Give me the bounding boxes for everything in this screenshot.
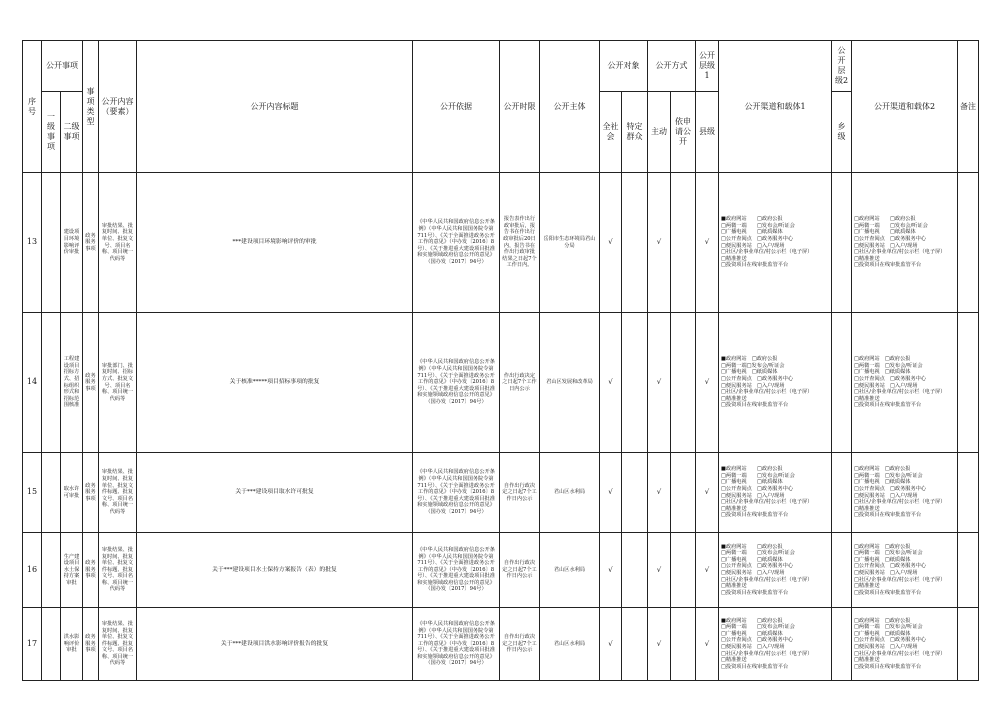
row-channel1: [719, 533, 832, 608]
row-channel2: [852, 608, 958, 681]
header-channel2: 公开渠道和载体2: [852, 41, 958, 173]
row-basis: 《中华人民共和国政府信息公开条例》（中华人民共和国国务院令第711号）、《关于全面推进政务公开工作的意见》（中办发〔2016〕8号）、《关于推进重大建设项目批准和实施领域政府信息公开的意见》（国办发〔2017〕94号）: [413, 313, 500, 453]
row-subject: 君山区发展和改革局: [540, 313, 600, 453]
header-object: 公开对象: [600, 41, 648, 92]
row-basis: 《中华人民共和国政府信息公开条例》（中华人民共和国国务院令第711号）、《关于全面推进政务公开工作的意见》（中办发〔2016〕8号）、《关于推进重大建设项目批准和实施领域政府信息公开的意见》（国办发〔2017〕94号）: [413, 453, 500, 533]
channel-option: □公开查阅点 □政务服务中心: [721, 485, 794, 492]
channel-option: □公开查阅点 □政务服务中心: [721, 637, 794, 644]
channel-option: □社区/企事业单位/村公示栏（电子屏）: [721, 389, 813, 396]
row-all-society: √: [600, 533, 622, 608]
channel-option: □两微一端 □发布会/听证会: [854, 362, 923, 369]
channel-option: □社区/企事业单位/村公示栏（电子屏）: [721, 499, 813, 506]
channel-option: □公开查阅点 □政务服务中心: [721, 235, 794, 242]
channel-option: □两微一端 □发布会/听证会: [721, 222, 795, 229]
channel-option: □投资项目在线审批监管平台: [721, 512, 789, 519]
row-channel1: [719, 173, 832, 313]
row-county: √: [696, 533, 719, 608]
channel-option: □便民服务站 □入户/现场: [721, 492, 785, 499]
channel-option: □便民服务站 □入户/现场: [721, 382, 785, 389]
channel-option: □精准推送: [721, 255, 747, 262]
channel-option: □政府网站 □政府公报: [854, 356, 911, 363]
table-row: [23, 453, 979, 533]
row-level1: [42, 608, 61, 681]
row-on-request: [671, 173, 696, 313]
row-seq: 13: [23, 173, 42, 313]
channel-option: □两微一端 □发布会/听证会: [854, 550, 923, 557]
channel-option: □社区/企事业单位/村公示栏（电子屏）: [854, 389, 946, 396]
channel-option: □精准推送: [854, 583, 880, 590]
channel-option: □投资项目在线审批监管平台: [854, 262, 922, 269]
channel-option: □社区/企事业单位/村公示栏（电子屏）: [854, 499, 946, 506]
row-channel2: [852, 313, 958, 453]
channel-option: □便民服务站 □入户/现场: [721, 570, 785, 576]
row-remark: [958, 173, 979, 313]
header-time: 公开时限: [500, 41, 540, 173]
row-channel1: [719, 313, 832, 453]
header-channel1: 公开渠道和载体1: [719, 41, 832, 173]
row-all-society: √: [600, 453, 622, 533]
channel-option: □投资项目在线审批监管平台: [854, 402, 922, 409]
row-county: √: [696, 608, 719, 681]
row-time: 报告表作出行政审批后，报告书在作出行政审批后20日内，报告书在作出行政审批结果之日起7个工作日内。: [500, 173, 540, 313]
row-title: 关于***建设项目水土保持方案报告（表）的批复: [137, 533, 413, 608]
header-content: 公开内容（要素）: [99, 41, 137, 173]
row-all-society: √: [600, 173, 622, 313]
table-row: [23, 313, 979, 453]
channel-option: □两微一端 □发布会/听证会: [854, 222, 928, 229]
channel-option: □广播电视 □纸质媒体: [854, 229, 916, 236]
row-level2: 洪水影响评价审批: [61, 608, 83, 681]
channel-option: □便民服务站 □入户/现场: [721, 242, 785, 249]
row-level2: 工程建设项目招标方式、招标组织形式和招标范围核准: [61, 313, 83, 453]
disclosure-table: [22, 40, 979, 681]
channel-option: □政府网站 □政府公报: [854, 543, 911, 550]
row-specific: [622, 313, 648, 453]
channel-option: □广播电视 □纸质媒体: [721, 369, 778, 376]
channel-option: □政府网站 □政府公报: [854, 216, 916, 223]
header-specific: 特定群众: [622, 92, 648, 173]
channel-option: □两微一端 □发布会/听证会: [721, 550, 795, 557]
channel-option: □投资项目在线审批监管平台: [721, 262, 789, 269]
channel-option: □便民服务站 □入户/现场: [854, 644, 918, 650]
row-title: 关于***建设项目洪水影响评价报告的批复: [137, 608, 413, 681]
channel-option: □社区/企事业单位/村公示栏（电子屏）: [854, 576, 946, 583]
channel-option: □公开查阅点 □政务服务中心: [721, 563, 794, 570]
row-on-request: [671, 453, 696, 533]
table-row: [23, 608, 979, 681]
row-remark: [958, 608, 979, 681]
row-township: [832, 313, 852, 453]
row-channel1: [719, 608, 832, 681]
row-level1: [42, 533, 61, 608]
row-on-request: [671, 533, 696, 608]
row-level2: 生产建设项目水土保持方案审批: [61, 533, 83, 608]
header-all-society: 全社会: [600, 92, 622, 173]
row-level2: 取水许可审批: [61, 453, 83, 533]
row-all-society: √: [600, 313, 622, 453]
row-content: 审批结果、批复时间、批复单位、批复文件标题、批复文号、项目名称、项目统一代码等: [99, 608, 137, 681]
row-content: 审批结果、批复时间、批复单位、批复文件标题、批复文号、项目名称、项目统一代码等: [99, 453, 137, 533]
header-county: 县级: [696, 92, 719, 173]
row-level1: [42, 173, 61, 313]
header-remark: 备注: [958, 41, 979, 173]
channel-option: □两微一端 □发布会/听证会: [721, 472, 795, 479]
table-body: [23, 173, 979, 681]
row-content: 审批结果、批复时间、批复单位、批复文件标题、批复文号、项目名称、项目统一代码等: [99, 533, 137, 608]
row-basis: 《中华人民共和国政府信息公开条例》（中华人民共和国国务院令第711号）、《关于全面推进政务公开工作的意见》（中办发〔2016〕8号）、《关于推进重大建设项目批准和实施领域政府信息公开的意见》（国办发〔2017〕94号）: [413, 533, 500, 608]
header-matter: 公开事项: [42, 41, 83, 92]
channel-option: □社区/企事业单位/村公示栏（电子屏）: [721, 650, 813, 657]
channel-option: □广播电视 □纸质媒体: [854, 630, 911, 637]
channel-option: □精准推送: [854, 395, 880, 402]
table-row: [23, 173, 979, 313]
channel-option: □两微一端□发布会/听证会: [721, 362, 785, 369]
row-time: 自作出行政决定之日起7个工作日内公示: [500, 453, 540, 533]
row-time: 自作出行政决定之日起7个工作日内公示: [500, 608, 540, 681]
row-basis: 《中华人民共和国政府信息公开条例》（中华人民共和国国务院令第711号）、《关于全面推进政务公开工作的意见》（中办发〔2016〕8号）、《关于推进重大建设项目批准和实施领域政府信息公开的意见》（国办发〔2017〕94号）: [413, 173, 500, 313]
row-title: 关于***建设项目取水许可批复: [137, 453, 413, 533]
channel-option: ■政府网站 □政府公报: [721, 216, 783, 223]
channel-option: □公开查阅点 □政务服务中心: [854, 637, 927, 644]
channel-option: □投资项目在线审批监管平台: [721, 589, 789, 596]
row-active: √: [648, 313, 671, 453]
channel-option: ■政府网站 □政府公报: [721, 356, 778, 363]
channel-option: □投资项目在线审批监管平台: [721, 402, 789, 409]
header-subject: 公开主体: [540, 41, 600, 173]
channel-option: □广播电视 □纸质媒体: [721, 479, 783, 486]
channel-option: □便民服务站 □入户/现场: [854, 242, 918, 249]
channel-option: □投资项目在线审批监管平台: [854, 663, 922, 670]
channel-option: □社区/企事业单位/村公示栏（电子屏）: [854, 249, 946, 256]
channel-option: □精准推送: [854, 657, 880, 664]
row-seq: 15: [23, 453, 42, 533]
row-remark: [958, 533, 979, 608]
row-level1: [42, 453, 61, 533]
channel-option: □投资项目在线审批监管平台: [854, 512, 922, 519]
header-title: 公开内容标题: [137, 41, 413, 173]
channel-option: □社区/企事业单位/村公示栏（电子屏）: [721, 576, 813, 583]
table-row: [23, 533, 979, 608]
row-township: [832, 533, 852, 608]
channel-option: □广播电视 □纸质媒体: [721, 556, 783, 563]
header-level1: 一级事项: [42, 92, 61, 173]
header-layer2: 公开层级2: [832, 41, 852, 92]
channel-option: □两微一端 □发布会/听证会: [854, 624, 923, 631]
row-type: 政务服务事项: [83, 453, 99, 533]
channel-option: □政府网站 □政府公报: [854, 617, 911, 624]
channel-option: □投资项目在线审批监管平台: [854, 589, 922, 596]
row-active: √: [648, 533, 671, 608]
header-layer1: 公开层级1: [696, 41, 719, 92]
channel-option: ■政府网站 □政府公报: [721, 543, 783, 550]
channel-option: □社区/企事业单位/村公示栏（电子屏）: [854, 650, 946, 657]
row-specific: [622, 608, 648, 681]
row-level2: 建设项目环境影响评价审批: [61, 173, 83, 313]
row-subject: 君山区水利局: [540, 533, 600, 608]
row-type: 政务服务事项: [83, 173, 99, 313]
row-remark: [958, 453, 979, 533]
header-level2: 二级事项: [61, 92, 83, 173]
row-township: [832, 173, 852, 313]
channel-option: □两微一端 □发布会/听证会: [721, 624, 795, 631]
channel-option: □精准推送: [721, 583, 747, 590]
channel-option: □两微一端 □发布会/听证会: [854, 472, 923, 479]
row-subject: 君山区水利局: [540, 608, 600, 681]
channel-option: □政府网站 □政府公报: [854, 466, 911, 473]
header-type: 事项类型: [83, 41, 99, 173]
row-county: √: [696, 173, 719, 313]
row-subject: 岳阳市生态环境局君山分局: [540, 173, 600, 313]
row-level1: [42, 313, 61, 453]
row-content: 审批结果、批复时间、批复单位、批复文号、项目名称、项目统一代码等: [99, 173, 137, 313]
row-specific: [622, 173, 648, 313]
row-basis: 《中华人民共和国政府信息公开条例》（中华人民共和国国务院令第711号）、《关于全面推进政务公开工作的意见》（中办发〔2016〕8号）、《关于推进重大建设项目批准和实施领域政府信息公开的意见》（国办发〔2017〕94号）: [413, 608, 500, 681]
channel-option: □广播电视 □纸质媒体: [854, 556, 911, 563]
row-time: 作出行政决定之日起7个工作日内公示: [500, 313, 540, 453]
channel-option: □广播电视 □纸质媒体: [721, 229, 783, 236]
row-township: [832, 608, 852, 681]
row-type: 政务服务事项: [83, 313, 99, 453]
row-seq: 17: [23, 608, 42, 681]
row-on-request: [671, 608, 696, 681]
header-method: 公开方式: [648, 41, 696, 92]
row-active: √: [648, 173, 671, 313]
channel-option: □便民服务站 □入户/现场: [854, 382, 918, 389]
channel-option: □精准推送: [721, 505, 747, 512]
header-on-request: 依申请公开: [671, 92, 696, 173]
channel-option: □广播电视 □纸质媒体: [721, 630, 783, 637]
row-seq: 14: [23, 313, 42, 453]
channel-option: ■政府网站 □政府公报: [721, 466, 783, 473]
row-specific: [622, 533, 648, 608]
row-title: 关于核准*****项目招标事项的批复: [137, 313, 413, 453]
channel-option: □广播电视 □纸质媒体: [854, 479, 911, 486]
channel-option: □精准推送: [721, 657, 747, 664]
row-channel2: [852, 533, 958, 608]
channel-option: □便民服务站 □入户/现场: [854, 492, 918, 499]
row-type: 政务服务事项: [83, 608, 99, 681]
row-all-society: √: [600, 608, 622, 681]
row-active: √: [648, 608, 671, 681]
row-type: 政务服务事项: [83, 533, 99, 608]
row-content: 审批部门、批复时间、招标方式、批复文号、项目名称、项目统一代码等: [99, 313, 137, 453]
channel-option: □便民服务站 □入户/现场: [854, 570, 918, 576]
row-channel1: [719, 453, 832, 533]
row-active: √: [648, 453, 671, 533]
table-header: [23, 41, 979, 173]
channel-option: □精准推送: [854, 505, 880, 512]
row-time: 自作出行政决定之日起7个工作日内公示: [500, 533, 540, 608]
row-township: [832, 453, 852, 533]
channel-option: □精准推送: [854, 255, 880, 262]
header-seq: 序号: [23, 41, 42, 173]
row-specific: [622, 453, 648, 533]
channel-option: □公开查阅点 □政务服务中心: [854, 563, 927, 570]
row-subject: 君山区水利局: [540, 453, 600, 533]
channel-option: □公开查阅点 □政务服务中心: [854, 485, 927, 492]
channel-option: □精准推送: [721, 395, 747, 402]
channel-option: □广播电视 □纸质媒体: [854, 369, 911, 376]
row-channel2: [852, 173, 958, 313]
channel-option: □公开查阅点 □政务服务中心: [721, 375, 794, 382]
channel-option: □社区/企事业单位/村公示栏（电子屏）: [721, 249, 813, 256]
channel-option: ■政府网站 □政府公报: [721, 617, 783, 624]
channel-option: □公开查阅点 □政务服务中心: [854, 235, 927, 242]
row-on-request: [671, 313, 696, 453]
channel-option: □便民服务站 □入户/现场: [721, 644, 785, 650]
header-active: 主动: [648, 92, 671, 173]
header-township: 乡级: [832, 92, 852, 173]
row-county: √: [696, 453, 719, 533]
row-title: ***建设项目环境影响评价的审批: [137, 173, 413, 313]
row-county: √: [696, 313, 719, 453]
row-remark: [958, 313, 979, 453]
channel-option: □投资项目在线审批监管平台: [721, 663, 789, 670]
row-channel2: [852, 453, 958, 533]
channel-option: □公开查阅点 □政务服务中心: [854, 375, 927, 382]
row-seq: 16: [23, 533, 42, 608]
header-basis: 公开依据: [413, 41, 500, 173]
